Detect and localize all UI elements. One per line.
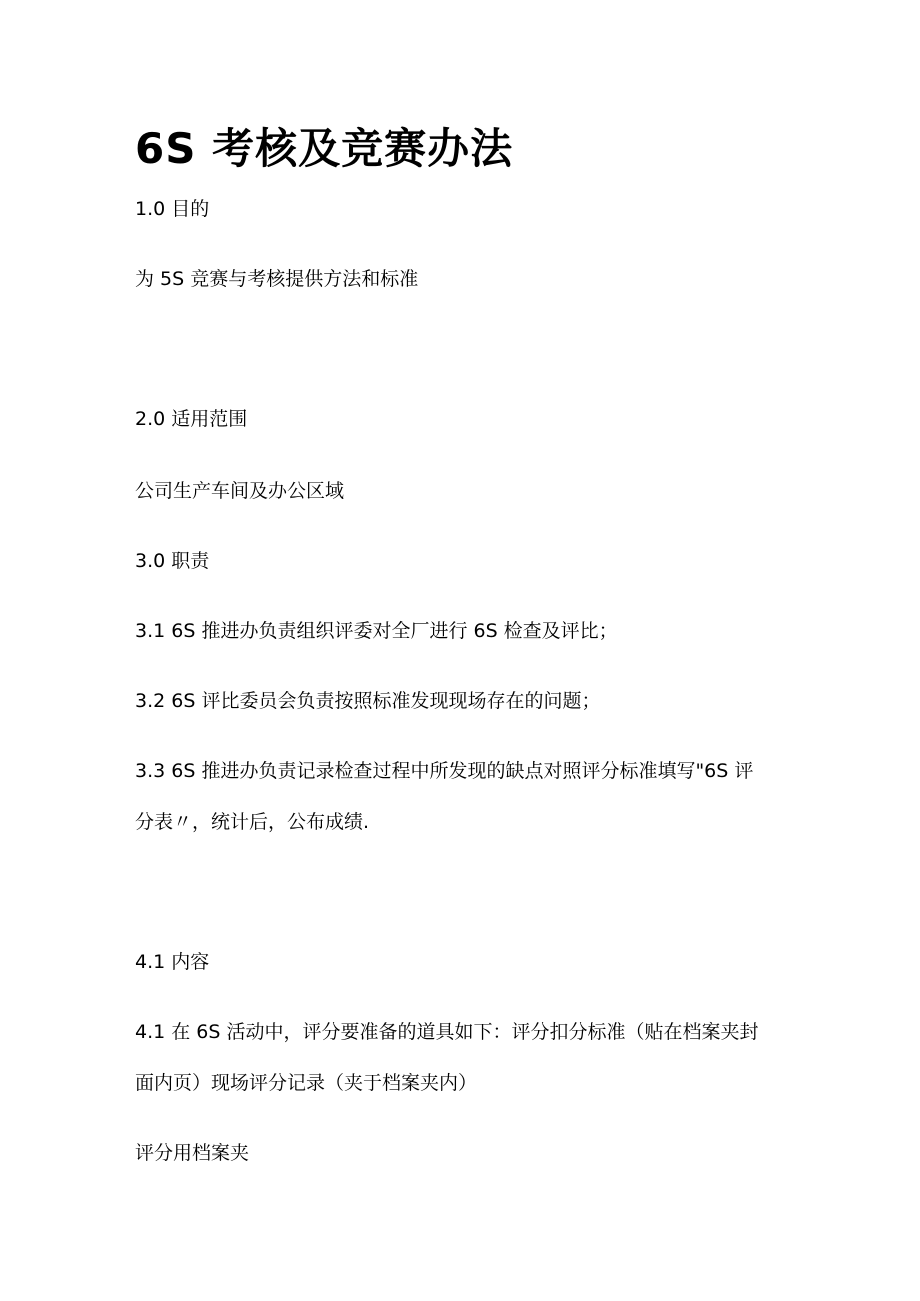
responsibility-item-3-2: 3.2 6S 评比委员会负责按照标准发现现场存在的问题； xyxy=(135,690,601,712)
section-heading-purpose: 1.0 目的 xyxy=(135,198,210,220)
responsibility-item-3-3-line-2: 分表〃，统计后，公布成绩. xyxy=(135,811,370,833)
scope-text: 公司生产车间及办公区域 xyxy=(135,480,345,502)
content-item-4-1-line-1: 4.1 在 6S 活动中，评分要准备的道具如下：评分扣分标准（贴在档案夹封 xyxy=(135,1021,759,1043)
section-heading-responsibilities: 3.0 职责 xyxy=(135,550,210,572)
section-heading-scope: 2.0 适用范围 xyxy=(135,408,248,430)
content-item-4-1-line-2: 面内页）现场评分记录（夹于档案夹内） xyxy=(135,1072,478,1094)
responsibility-item-3-3-line-1: 3.3 6S 推进办负责记录检查过程中所发现的缺点对照评分标准填写"6S 评 xyxy=(135,760,754,782)
document-title: 6S 考核及竞赛办法 xyxy=(135,124,514,173)
section-heading-content: 4.1 内容 xyxy=(135,951,210,973)
purpose-text: 为 5S 竞赛与考核提供方法和标准 xyxy=(135,268,419,290)
responsibility-item-3-1: 3.1 6S 推进办负责组织评委对全厂进行 6S 检查及评比； xyxy=(135,620,618,642)
content-text-folder: 评分用档案夹 xyxy=(135,1142,250,1164)
